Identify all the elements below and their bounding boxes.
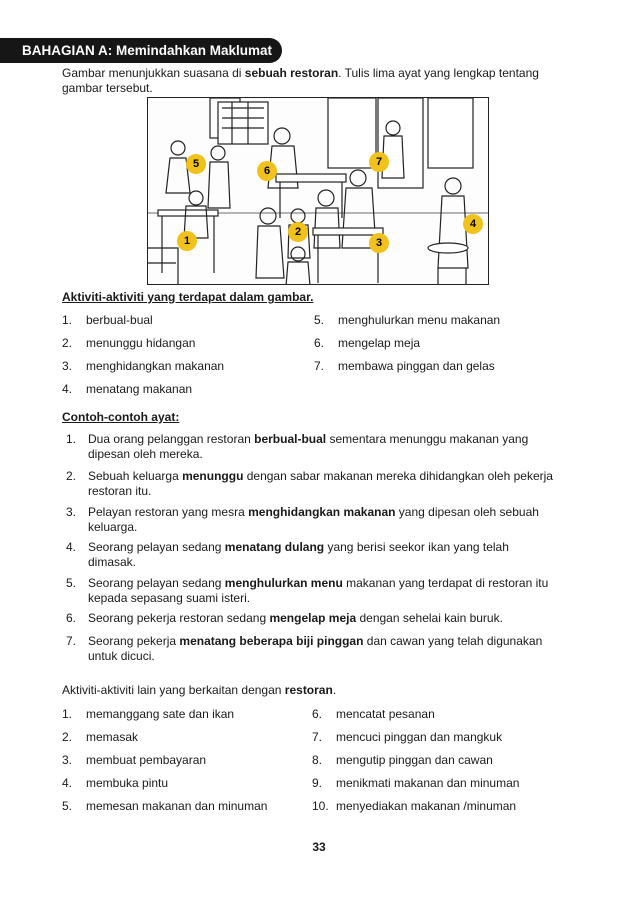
marker-badge-2: 2 [288, 222, 308, 242]
marker-badge-4: 4 [463, 214, 483, 234]
sentence-text: Pelayan restoran yang mesra [88, 505, 249, 519]
item-text: menunggu hidangan [86, 336, 196, 350]
sentence-keyword: menghulurkan menu [224, 576, 343, 590]
item-text: menatang makanan [86, 382, 193, 396]
marker-badge-7: 7 [369, 152, 389, 172]
sentence-text: sementara menunggu makanan yang dipesan oleh mereka. [88, 432, 529, 461]
item-text: membuat pembayaran [86, 753, 207, 767]
item-number: 7. [312, 730, 323, 744]
item-number: 4. [62, 776, 73, 790]
sentence-number: 7. [66, 634, 77, 648]
example-sentence [66, 611, 556, 626]
sentence-text: dan cawan yang telah digunakan untuk dicuci. [88, 634, 543, 663]
item-number: 5. [314, 313, 325, 327]
item-number: 10. [312, 799, 329, 813]
example-sentence [66, 540, 556, 570]
sentence-keyword: menatang beberapa biji pinggan [179, 634, 364, 648]
example-sentence [66, 576, 556, 606]
item-number: 8. [312, 753, 323, 767]
marker-badge-1: 1 [177, 231, 197, 251]
page-number: 33 [312, 840, 326, 854]
sentence-text: Dua orang pelanggan restoran [88, 432, 255, 446]
item-number: 3. [62, 753, 73, 767]
item-number: 1. [62, 313, 73, 327]
item-number: 2. [62, 730, 73, 744]
item-number: 9. [312, 776, 323, 790]
item-number: 6. [312, 707, 323, 721]
sentence-text: yang berisi seekor ikan yang telah dimasak. [88, 540, 509, 569]
related-heading-end: . [332, 683, 337, 697]
related-heading-text: Aktiviti-aktiviti lain yang berkaitan dengan [62, 683, 285, 697]
related-heading [62, 683, 336, 697]
marker-badge-6: 6 [257, 161, 277, 181]
item-text: menghulurkan menu makanan [338, 313, 501, 327]
item-text: menyediakan makanan /minuman [336, 799, 517, 813]
sentence-keyword: mengelap meja [269, 611, 357, 625]
item-text: membuka pintu [86, 776, 169, 790]
sentence-number: 6. [66, 611, 77, 625]
intro-text-before: Gambar menunjukkan suasana di [62, 66, 245, 80]
intro-text-after: . Tulis lima ayat yang lengkap tentang gambar tersebut. [62, 66, 539, 95]
restaurant-scene-drawing [148, 98, 489, 285]
item-text: berbual-bual [86, 313, 153, 327]
item-text: memesan makanan dan minuman [86, 799, 268, 813]
activities-heading: Aktiviti-aktiviti yang terdapat dalam gambar. [62, 290, 314, 304]
item-text: memanggang sate dan ikan [86, 707, 235, 721]
instruction-text [62, 66, 582, 96]
restaurant-illustration [147, 97, 489, 285]
sentence-text: dengan sehelai kain buruk. [356, 611, 503, 625]
section-header [0, 38, 282, 63]
sentence-text: Seorang pekerja restoran sedang [88, 611, 270, 625]
sentence-number: 3. [66, 505, 77, 519]
section-title: BAHAGIAN A: Memindahkan Maklumat [22, 43, 273, 58]
marker-badge-3: 3 [369, 233, 389, 253]
sentence-number: 5. [66, 576, 77, 590]
sentence-number: 4. [66, 540, 77, 554]
sentence-keyword: menunggu [182, 469, 244, 483]
sentence-text: Seorang pelayan sedang [88, 540, 225, 554]
sentence-text: Seorang pekerja [88, 634, 180, 648]
related-heading-keyword: restoran [284, 683, 333, 697]
sentence-text: dengan sabar makanan mereka dihidangkan oleh pekerja restoran itu. [88, 469, 553, 498]
item-text: memasak [86, 730, 139, 744]
sentence-text: Seorang pelayan sedang [88, 576, 225, 590]
example-sentence [66, 505, 556, 535]
sentence-text: yang dipesan oleh sebuah keluarga. [88, 505, 539, 534]
example-sentence [66, 432, 556, 462]
example-sentence [66, 634, 556, 664]
item-number: 3. [62, 359, 73, 373]
item-text: menikmati makanan dan minuman [336, 776, 520, 790]
examples-heading: Contoh-contoh ayat: [62, 410, 180, 424]
item-number: 5. [62, 799, 73, 813]
item-text: membawa pinggan dan gelas [338, 359, 495, 373]
sentence-text: Sebuah keluarga [88, 469, 183, 483]
item-number: 7. [314, 359, 325, 373]
item-text: mencatat pesanan [336, 707, 435, 721]
intro-text-bold: sebuah restoran [244, 66, 339, 80]
sentence-keyword: berbual-bual [254, 432, 327, 446]
item-text: mengelap meja [338, 336, 421, 350]
sentence-number: 1. [66, 432, 77, 446]
item-text: menghidangkan makanan [86, 359, 225, 373]
sentence-number: 2. [66, 469, 77, 483]
sentence-keyword: menatang dulang [224, 540, 325, 554]
item-number: 6. [314, 336, 325, 350]
example-sentence [66, 469, 556, 499]
item-number: 2. [62, 336, 73, 350]
sentence-text: makanan yang terdapat di restoran itu kepada sepasang suami isteri. [88, 576, 549, 605]
item-number: 1. [62, 707, 73, 721]
item-text: mengutip pinggan dan cawan [336, 753, 493, 767]
item-text: mencuci pinggan dan mangkuk [336, 730, 503, 744]
item-number: 4. [62, 382, 73, 396]
sentence-keyword: menghidangkan makanan [248, 505, 396, 519]
marker-badge-5: 5 [186, 154, 206, 174]
